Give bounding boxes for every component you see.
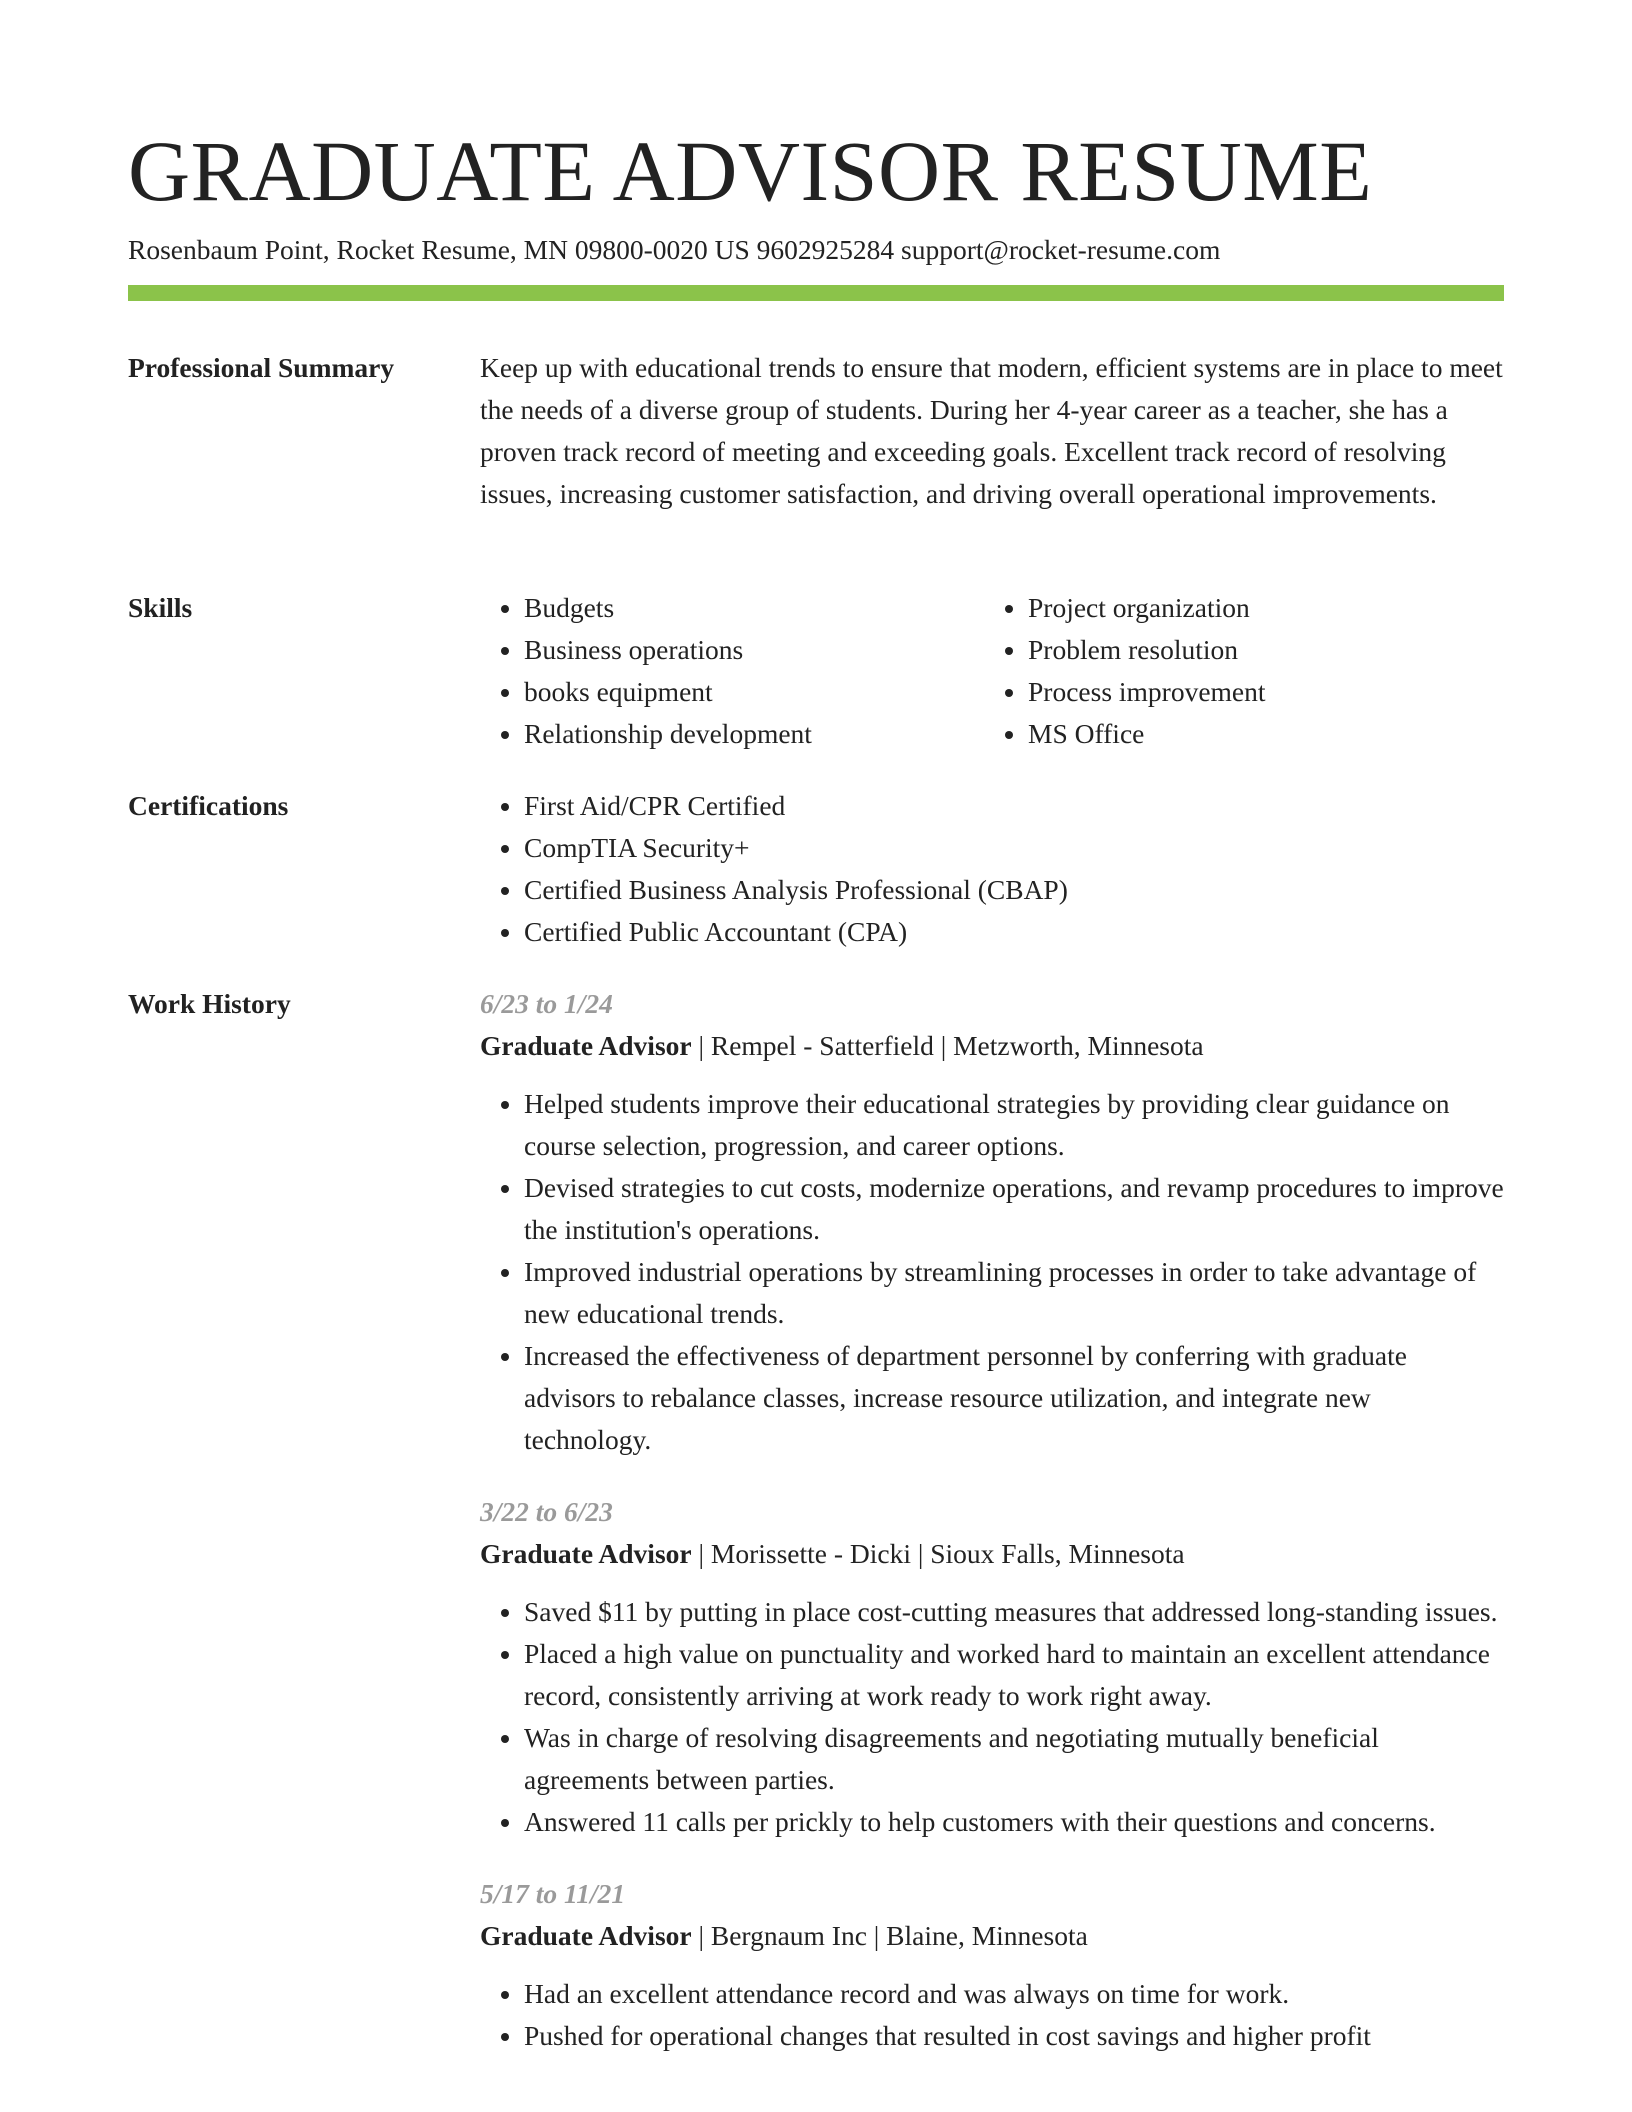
certification-item: • CompTIA Security+ bbox=[524, 827, 1504, 869]
work-history-label: Work History bbox=[128, 988, 291, 1019]
skill-item: • Relationship development bbox=[524, 713, 984, 755]
skills-body bbox=[480, 587, 1504, 755]
skill-item: • Problem resolution bbox=[1028, 629, 1488, 671]
job-bullet: • Had an excellent attendance record and was always on time for work. bbox=[524, 1973, 1504, 2015]
job-dates: 6/23 to 1/24 bbox=[480, 988, 613, 1019]
skill-item: • MS Office bbox=[1028, 713, 1488, 755]
certifications-label: Certifications bbox=[128, 790, 289, 821]
summary-text: Keep up with educational trends to ensure that modern, efficient systems are in place to meet the needs of a diverse group of students. During her 4-year career as a teacher, she has a proven track record of meeting and exceeding goals. Excellent track record of resolving issues, increasing customer satisfaction, and driving overall operational improvements. bbox=[480, 352, 1503, 509]
job-bullet: • Was in charge of resolving disagreements and negotiating mutually beneficial agreements between parties. bbox=[524, 1717, 1504, 1801]
accent-divider bbox=[128, 285, 1504, 301]
job-title: Graduate Advisor bbox=[480, 1920, 692, 1951]
skills-column-right bbox=[984, 587, 1488, 755]
skills-label: Skills bbox=[128, 592, 193, 623]
job-entry bbox=[480, 1873, 1504, 2057]
job-entry bbox=[480, 1491, 1504, 1843]
job-heading bbox=[480, 1533, 1504, 1575]
job-dates: 5/17 to 11/21 bbox=[480, 1878, 626, 1909]
skill-item: • Business operations bbox=[524, 629, 984, 671]
summary-label: Professional Summary bbox=[128, 352, 395, 383]
job-title: Graduate Advisor bbox=[480, 1030, 692, 1061]
job-bullet: • Improved industrial operations by streamlining processes in order to take advantage of new educational trends. bbox=[524, 1251, 1504, 1335]
skills-list-left bbox=[480, 587, 984, 755]
certification-item: • Certified Business Analysis Professional (CBAP) bbox=[524, 869, 1504, 911]
job-bullet: • Saved $11 by putting in place cost-cutting measures that addressed long-standing issues. bbox=[524, 1591, 1504, 1633]
skill-item: • Project organization bbox=[1028, 587, 1488, 629]
job-bullets bbox=[480, 1973, 1504, 2057]
certification-item: • First Aid/CPR Certified bbox=[524, 785, 1504, 827]
job-details: | Morissette - Dicki | Sioux Falls, Minnesota bbox=[691, 1538, 1185, 1569]
skill-item: • Process improvement bbox=[1028, 671, 1488, 713]
skills-column-left bbox=[480, 587, 984, 755]
skill-item: • books equipment bbox=[524, 671, 984, 713]
certifications-body bbox=[480, 785, 1504, 953]
skill-item: • Budgets bbox=[524, 587, 984, 629]
job-bullet: • Devised strategies to cut costs, modernize operations, and revamp procedures to improve the institution's operations. bbox=[524, 1167, 1504, 1251]
job-heading bbox=[480, 1915, 1504, 1957]
job-bullet: • Answered 11 calls per prickly to help customers with their questions and concerns. bbox=[524, 1801, 1504, 1843]
job-bullet: • Helped students improve their educational strategies by providing clear guidance on course selection, progression, and career options. bbox=[524, 1083, 1504, 1167]
skills-list-right bbox=[984, 587, 1488, 755]
contact-line: Rosenbaum Point, Rocket Resume, MN 09800-0020 US 9602925284 support@rocket-resume.com bbox=[128, 234, 1221, 265]
job-details: | Bergnaum Inc | Blaine, Minnesota bbox=[691, 1920, 1088, 1951]
job-heading bbox=[480, 1025, 1504, 1067]
job-bullets bbox=[480, 1083, 1504, 1461]
resume-title: GRADUATE ADVISOR RESUME bbox=[128, 123, 1373, 219]
certifications-list bbox=[480, 785, 1504, 953]
summary-body bbox=[480, 347, 1504, 515]
certification-item: • Certified Public Accountant (CPA) bbox=[524, 911, 1504, 953]
job-bullet: • Increased the effectiveness of department personnel by conferring with graduate advisors to rebalance classes, increase resource utilization, and integrate new technology. bbox=[524, 1335, 1504, 1461]
work-history-body bbox=[480, 983, 1504, 2087]
job-title: Graduate Advisor bbox=[480, 1538, 692, 1569]
job-bullets bbox=[480, 1591, 1504, 1843]
job-entry bbox=[480, 983, 1504, 1461]
job-bullet: • Pushed for operational changes that resulted in cost savings and higher profit bbox=[524, 2015, 1504, 2057]
skills-grid bbox=[480, 587, 1504, 755]
job-details: | Rempel - Satterfield | Metzworth, Minnesota bbox=[691, 1030, 1204, 1061]
job-dates: 3/22 to 6/23 bbox=[480, 1496, 613, 1527]
job-bullet: • Placed a high value on punctuality and worked hard to maintain an excellent attendance record, consistently arriving at work ready to work right away. bbox=[524, 1633, 1504, 1717]
